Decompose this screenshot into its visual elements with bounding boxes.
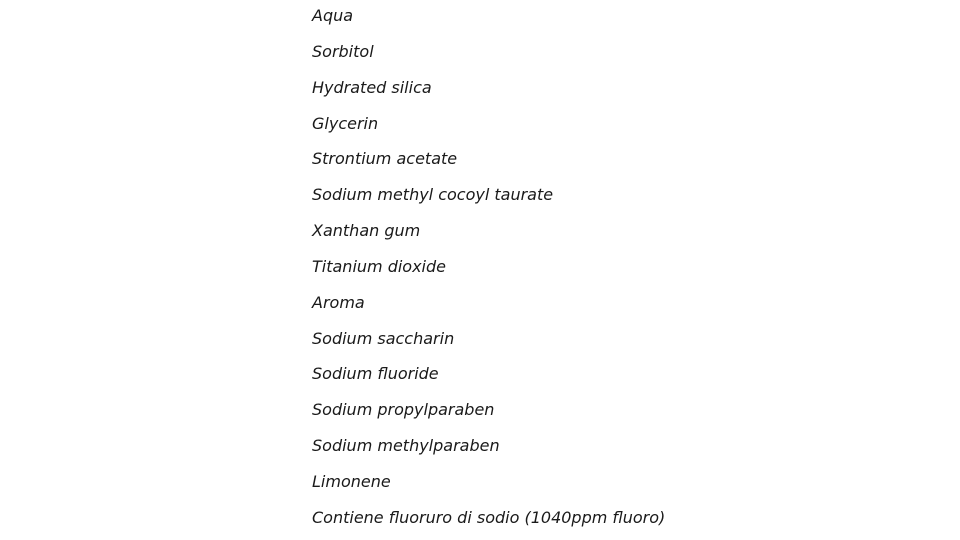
ingredient-item: Limonene: [312, 471, 391, 491]
fluoride-content-note: Contiene fluoruro di sodio (1040ppm fluoro): [312, 507, 666, 527]
ingredient-item: Sodium methylparaben: [312, 436, 500, 456]
ingredient-item: Hydrated silica: [312, 77, 432, 97]
ingredient-item: Aroma: [312, 292, 365, 312]
ingredient-item: Sodium methyl cocoyl taurate: [312, 185, 554, 205]
ingredient-item: Sorbitol: [312, 41, 374, 61]
ingredient-list: [312, 4, 665, 540]
ingredient-item: Xanthan gum: [312, 221, 421, 241]
ingredient-item: Sodium fluoride: [312, 364, 439, 384]
ingredient-item: Sodium propylparaben: [312, 400, 495, 420]
ingredient-item: Strontium acetate: [312, 149, 458, 169]
ingredient-item: Sodium saccharin: [312, 328, 455, 348]
ingredient-item: Titanium dioxide: [312, 256, 446, 276]
ingredient-item: Glycerin: [312, 113, 379, 133]
ingredient-item: Aqua: [312, 6, 354, 25]
